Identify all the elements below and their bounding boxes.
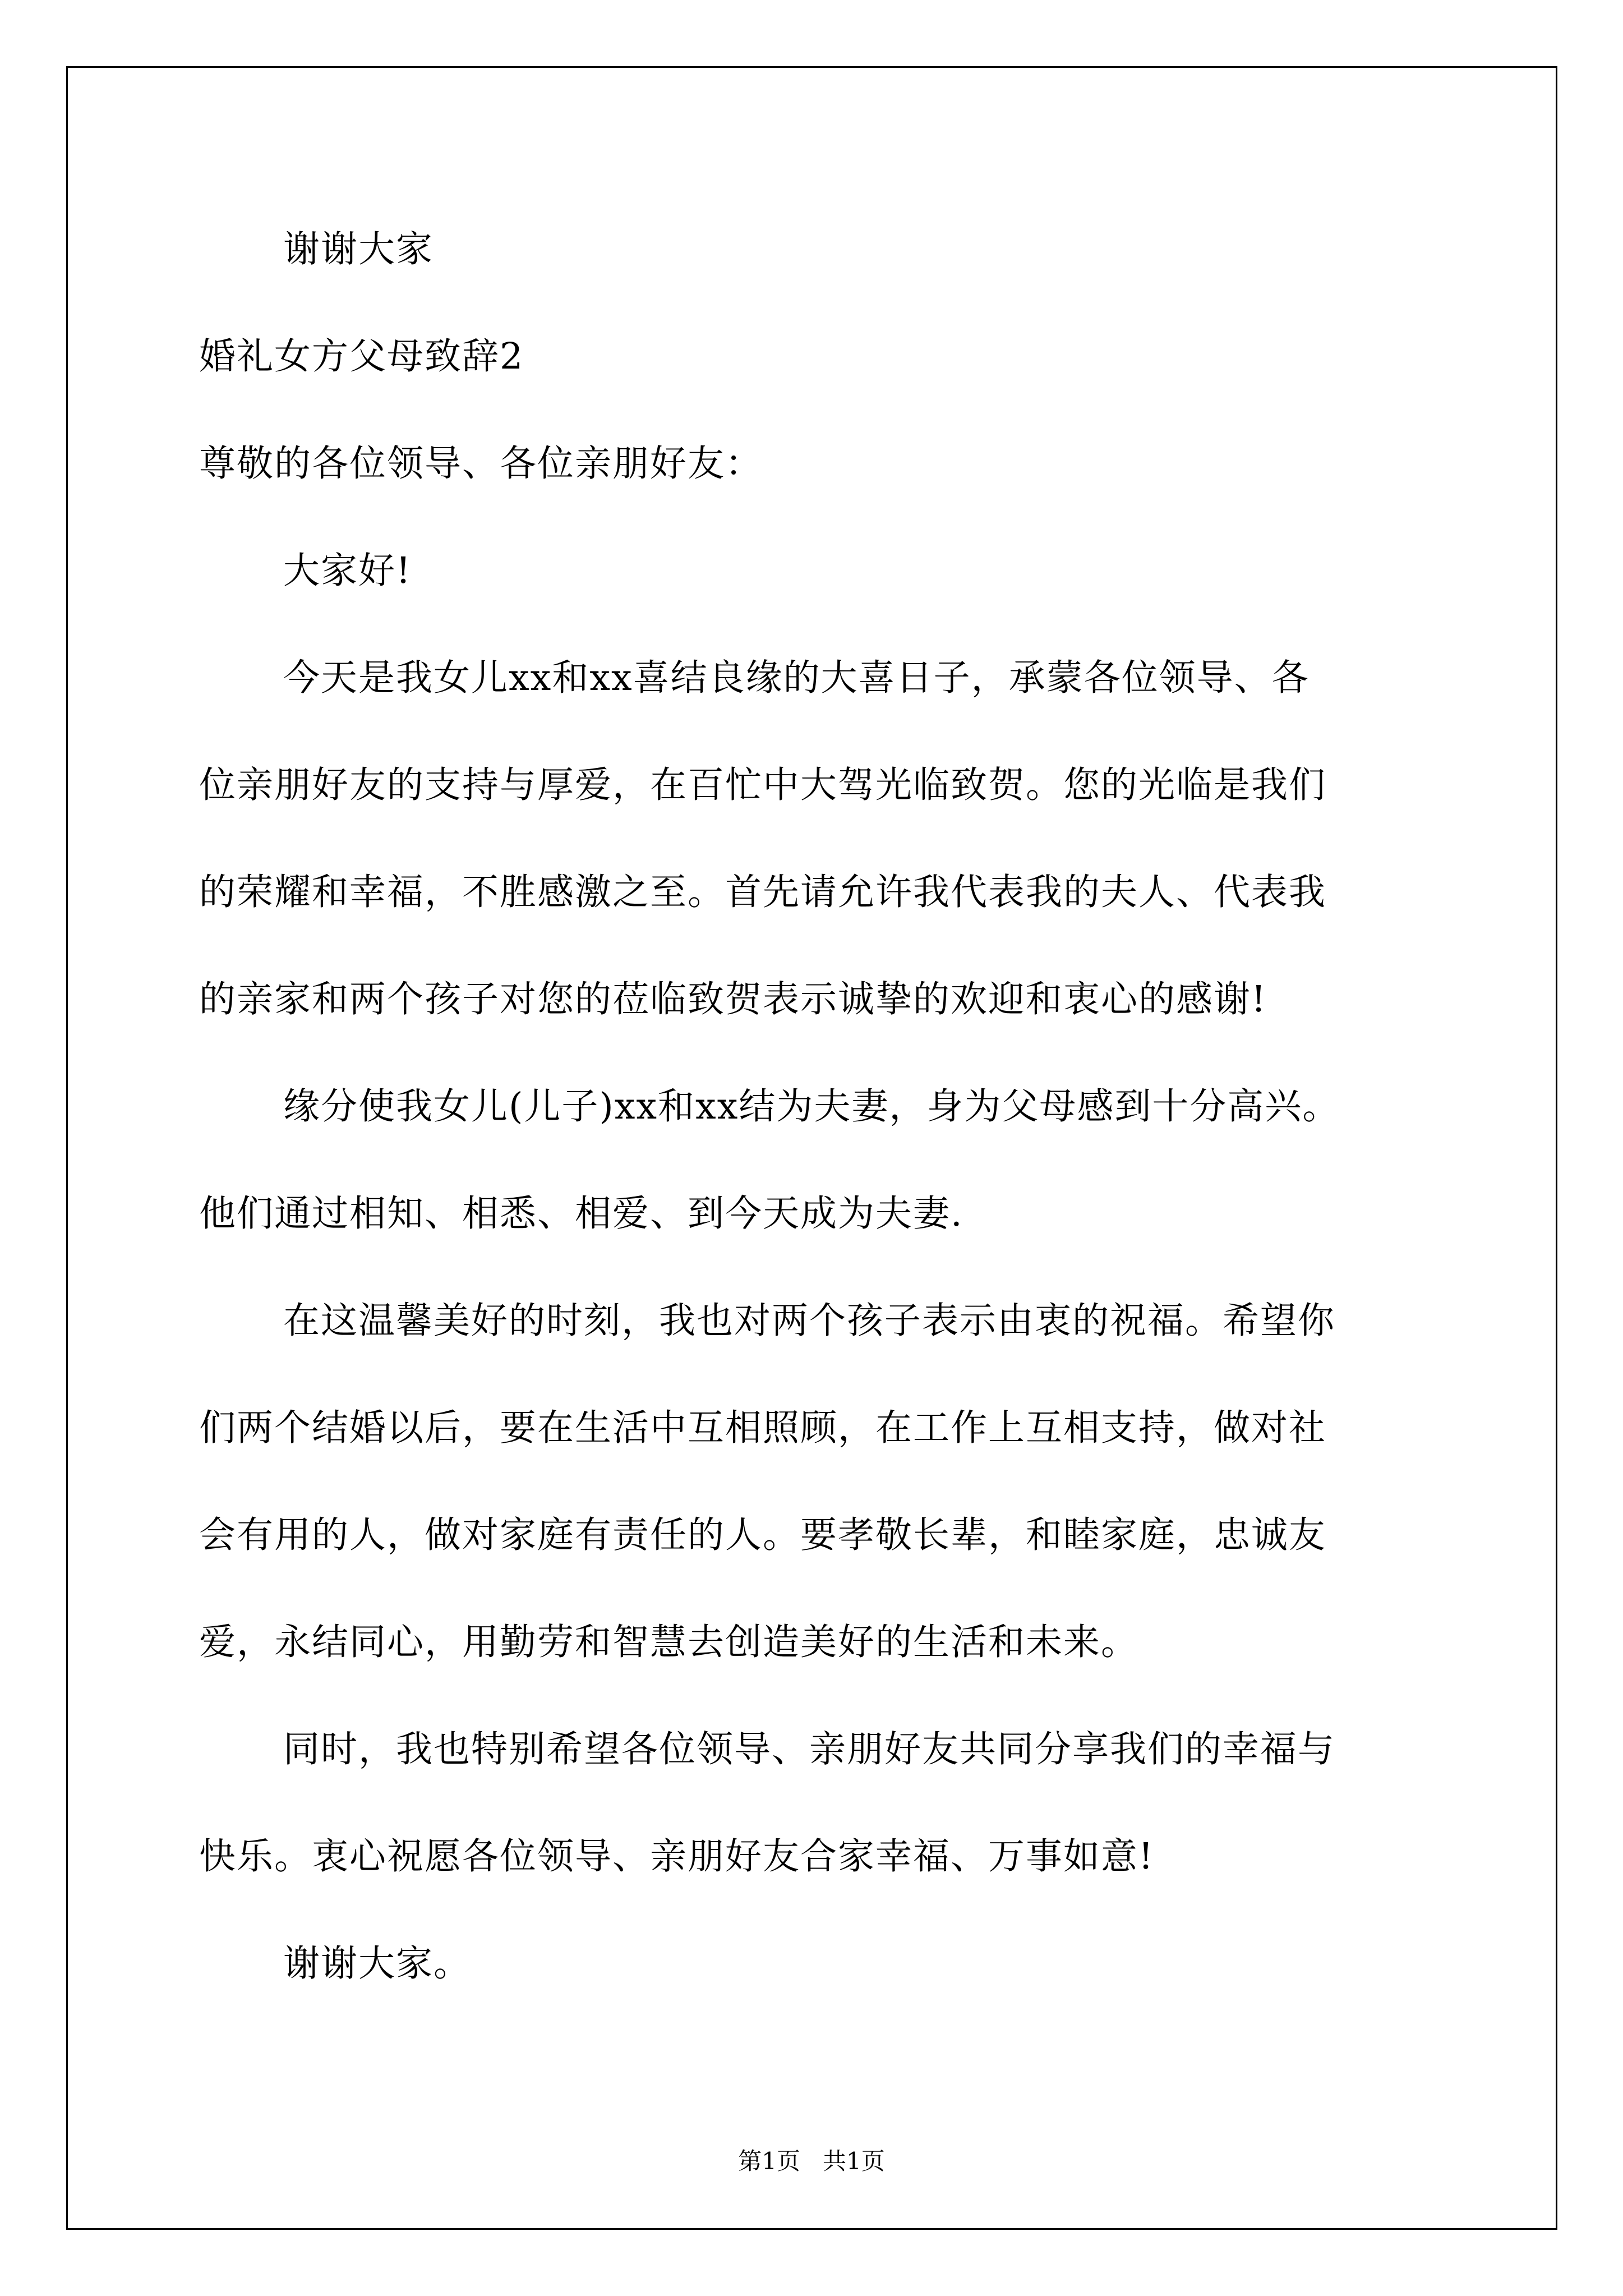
paragraph-1-line-1: 今天是我女儿xx和xx喜结良缘的大喜日子，承蒙各位领导、各: [283, 657, 1310, 699]
closing-line-previous: 谢谢大家: [283, 228, 434, 270]
paragraph-4-line-2: 快乐。衷心祝愿各位领导、亲朋好友合家幸福、万事如意!: [199, 1835, 1155, 1878]
paragraph-3-line-3: 会有用的人，做对家庭有责任的人。要孝敬长辈，和睦家庭，忠诚友: [199, 1514, 1327, 1556]
paragraph-2-line-2: 他们通过相知、相悉、相爱、到今天成为夫妻.: [199, 1193, 963, 1235]
paragraph-1-line-3: 的荣耀和幸福，不胜感激之至。首先请允许我代表我的夫人、代表我: [199, 871, 1327, 913]
page-border: [66, 66, 1557, 2230]
paragraph-3-line-2: 们两个结婚以后，要在生活中互相照顾，在工作上互相支持，做对社: [199, 1407, 1327, 1449]
greeting: 大家好!: [283, 550, 412, 592]
paragraph-1-line-2: 位亲朋好友的支持与厚爱，在百忙中大驾光临致贺。您的光临是我们: [199, 764, 1327, 806]
paragraph-4-line-1: 同时，我也特别希望各位领导、亲朋好友共同分享我们的幸福与: [283, 1728, 1336, 1770]
paragraph-1-line-4: 的亲家和两个孩子对您的莅临致贺表示诚挚的欢迎和衷心的感谢!: [199, 978, 1267, 1020]
section-title: 婚礼女方父母致辞2: [199, 335, 524, 378]
page-number: 第1页 共1页: [738, 2147, 885, 2175]
paragraph-3-line-1: 在这温馨美好的时刻，我也对两个孩子表示由衷的祝福。希望你: [283, 1300, 1336, 1342]
salutation: 尊敬的各位领导、各位亲朋好友：: [199, 443, 763, 485]
paragraph-3-line-4: 爱，永结同心，用勤劳和智慧去创造美好的生活和未来。: [199, 1621, 1139, 1663]
closing-thanks: 谢谢大家。: [283, 1943, 472, 1985]
paragraph-2-line-1: 缘分使我女儿(儿子)xx和xx结为夫妻，身为父母感到十分高兴。: [283, 1085, 1340, 1128]
